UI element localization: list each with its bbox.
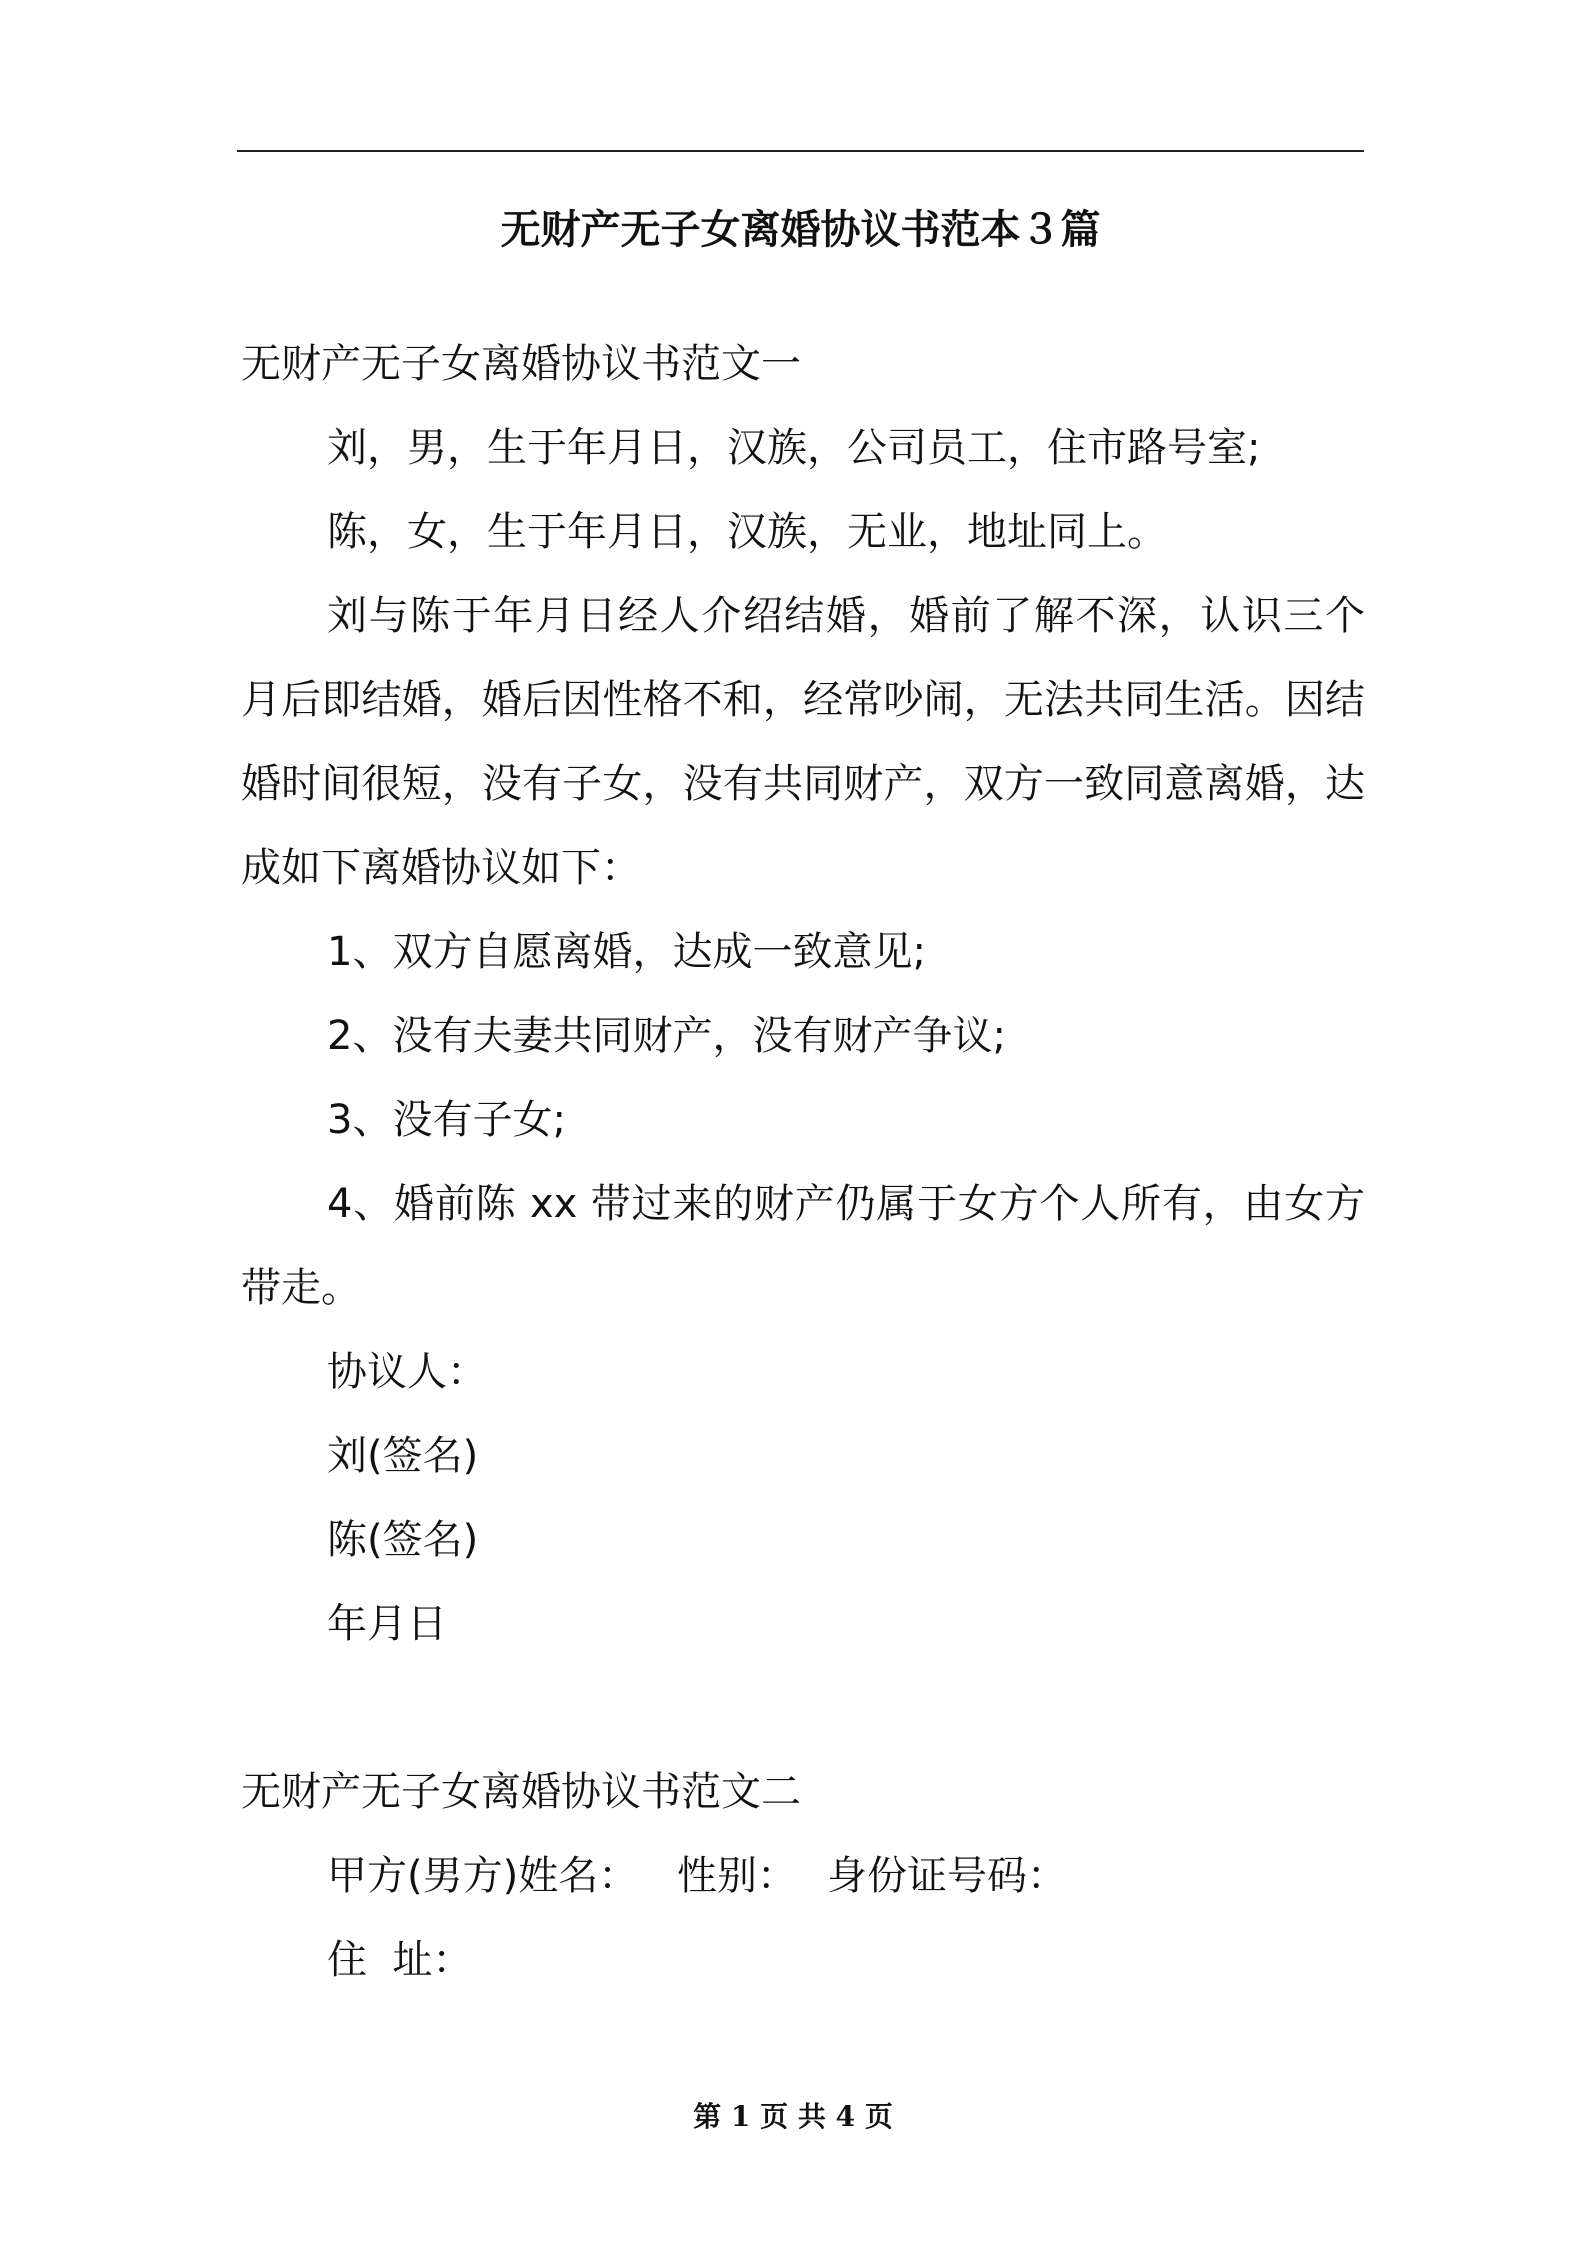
signature-date: 年月日 xyxy=(327,1601,447,1647)
address-row xyxy=(241,1918,1365,2002)
term-item-4: 4、婚前陈 xx 带过来的财产仍属于女方个人所有，由女方带走。 xyxy=(241,1181,1365,1311)
section-spacer xyxy=(241,1666,1365,1750)
header-rule xyxy=(237,150,1364,152)
party-woman-line: 陈，女，生于年月日，汉族，无业，地址同上。 xyxy=(327,509,1167,555)
term-item-2: 2、没有夫妻共同财产，没有财产争议; xyxy=(327,1013,1006,1059)
signature-man: 刘(签名) xyxy=(327,1433,479,1479)
signatories-label: 协议人： xyxy=(327,1349,487,1395)
section-one-heading: 无财产无子女离婚协议书范文一 xyxy=(241,341,801,387)
party-man-line: 刘，男，生于年月日，汉族，公司员工，住市路号室; xyxy=(327,425,1261,471)
term-item-3: 3、没有子女; xyxy=(327,1097,566,1143)
section-two-heading: 无财产无子女离婚协议书范文二 xyxy=(241,1769,801,1815)
gender-label: 性别： xyxy=(677,1853,797,1899)
page-footer: 第 1 页 共 4 页 xyxy=(693,2100,893,2133)
document-title: 无财产无子女离婚协议书范本３篇 xyxy=(500,207,1101,253)
background-paragraph: 刘与陈于年月日经人介绍结婚，婚前了解不深，认识三个月后即结婚，婚后因性格不和，经常吵闹，无法共同生活。因结婚时间很短，没有子女，没有共同财产，双方一致同意离婚，达成如下离婚协议如下： xyxy=(241,593,1365,891)
document-body xyxy=(241,322,1365,2002)
name-label: 甲方(男方)姓名： xyxy=(327,1853,639,1899)
party-a-fields xyxy=(241,1834,1365,1918)
signature-woman: 陈(签名) xyxy=(327,1517,479,1563)
term-item-1: 1、双方自愿离婚，达成一致意见; xyxy=(327,929,926,975)
id-number-label: 身份证号码： xyxy=(827,1853,1067,1899)
address-label: 住 址： xyxy=(327,1937,473,1983)
